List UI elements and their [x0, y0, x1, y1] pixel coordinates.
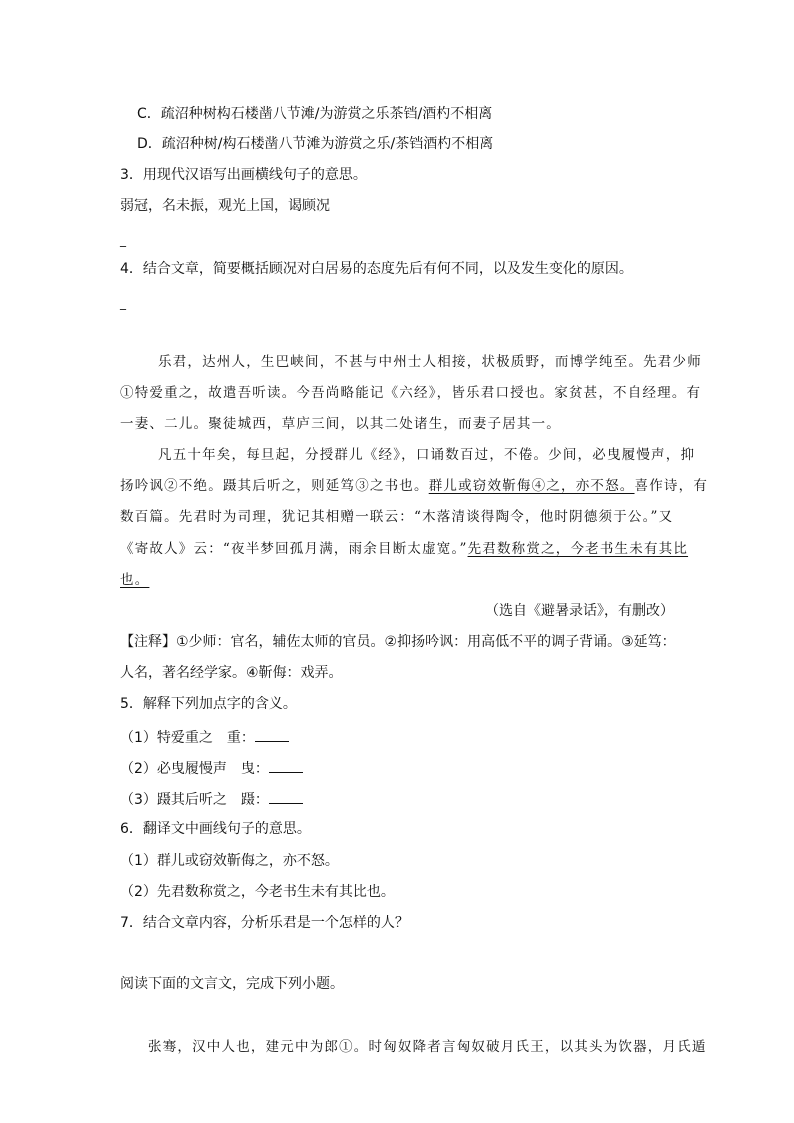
question-5: 5．解释下列加点字的含义。	[120, 696, 297, 712]
passage-line: ①特爱重之，故遣吾听读。今吾尚略能记《六经》，皆乐君口授也。家贫甚，不自经理。有	[120, 385, 702, 401]
question-4: 4．结合文章，简要概括顾况对白居易的态度先后有何不同，以及发生变化的原因。	[120, 261, 633, 277]
passage-text: 扬吟讽②不绝。蹑其后听之，则延笃③之书也。	[120, 478, 429, 494]
item-text: （1）特爱重之 重：	[120, 730, 255, 746]
question-6-item: （2）先君数称赏之，今老书生未有其比也。	[120, 884, 395, 900]
answer-blank[interactable]	[255, 727, 289, 742]
answer-mark-4: _	[120, 296, 126, 310]
answer-mark-3: _	[120, 233, 126, 247]
passage-text: 《寄故人》云：“夜半梦回孤月满，雨余目断太虚宽。”	[120, 541, 468, 557]
question-6: 6．翻译文中画线句子的意思。	[120, 821, 311, 837]
next-section-intro: 阅读下面的文言文，完成下列小题。	[120, 976, 344, 992]
question-3-sentence: 弱冠，名未振，观光上国，谒顾况	[120, 198, 330, 214]
item-text: （3）蹑其后听之 蹑：	[120, 792, 269, 808]
passage-source: （选自《避暑录话》，有删改）	[485, 603, 674, 619]
question-5-item	[120, 758, 303, 779]
passage-line	[120, 539, 688, 559]
question-7: 7．结合文章内容，分析乐君是一个怎样的人？	[120, 915, 409, 931]
passage-line: 凡五十年矣，每旦起，分授群儿《经》，口诵数百过，不倦。少间，必曳履慢声，抑	[158, 447, 696, 463]
answer-blank[interactable]	[269, 789, 303, 804]
underlined-sentence-1: 群儿或窃效靳侮④之，亦不怒。	[428, 478, 635, 494]
option-d: D．疏沼种树/构石楼凿八节滩为游赏之乐/茶铛酒杓不相离	[137, 136, 494, 152]
item-text: （2）必曳履慢声 曳：	[120, 761, 269, 777]
notes-line-1: 【注释】①少师：官名，辅佐太师的官员。②抑扬吟讽：用高低不平的调子背诵。③延笃：	[120, 634, 676, 650]
question-5-item	[120, 789, 303, 810]
passage-line: 数百篇。先君时为司理，犹记其相赠一联云：“木落清谈得陶令，他时阴德须于公。”又	[120, 509, 674, 525]
question-3: 3．用现代汉语写出画横线句子的意思。	[120, 167, 367, 183]
notes-line-2: 人名，著名经学家。④靳侮：戏弄。	[120, 665, 343, 681]
answer-blank[interactable]	[269, 758, 303, 773]
underlined-sentence-2: 先君数称赏之，今老书生未有其比	[467, 541, 689, 557]
next-passage-line: 张骞，汉中人也，建元中为郎①。时匈奴降者言匈奴破月氏王，以其头为饮器，月氏遁	[148, 1039, 707, 1055]
passage-line	[120, 476, 708, 496]
question-5-item	[120, 727, 289, 748]
question-6-item: （1）群儿或窃效靳侮之，亦不怒。	[120, 853, 339, 869]
passage-line: 也。	[120, 572, 150, 588]
passage-line: 一妻、二儿。聚徒城西，草庐三间，以其二处诸生，而妻子居其一。	[120, 416, 561, 432]
passage-text: 喜作诗，有	[634, 478, 709, 494]
passage-line: 乐君，达州人，生巴峡间，不甚与中州士人相接，状极质野，而博学纯至。先君少师	[158, 354, 702, 370]
option-c: C．疏沼种树构石楼凿八节滩/为游赏之乐茶铛/酒杓不相离	[137, 106, 493, 122]
